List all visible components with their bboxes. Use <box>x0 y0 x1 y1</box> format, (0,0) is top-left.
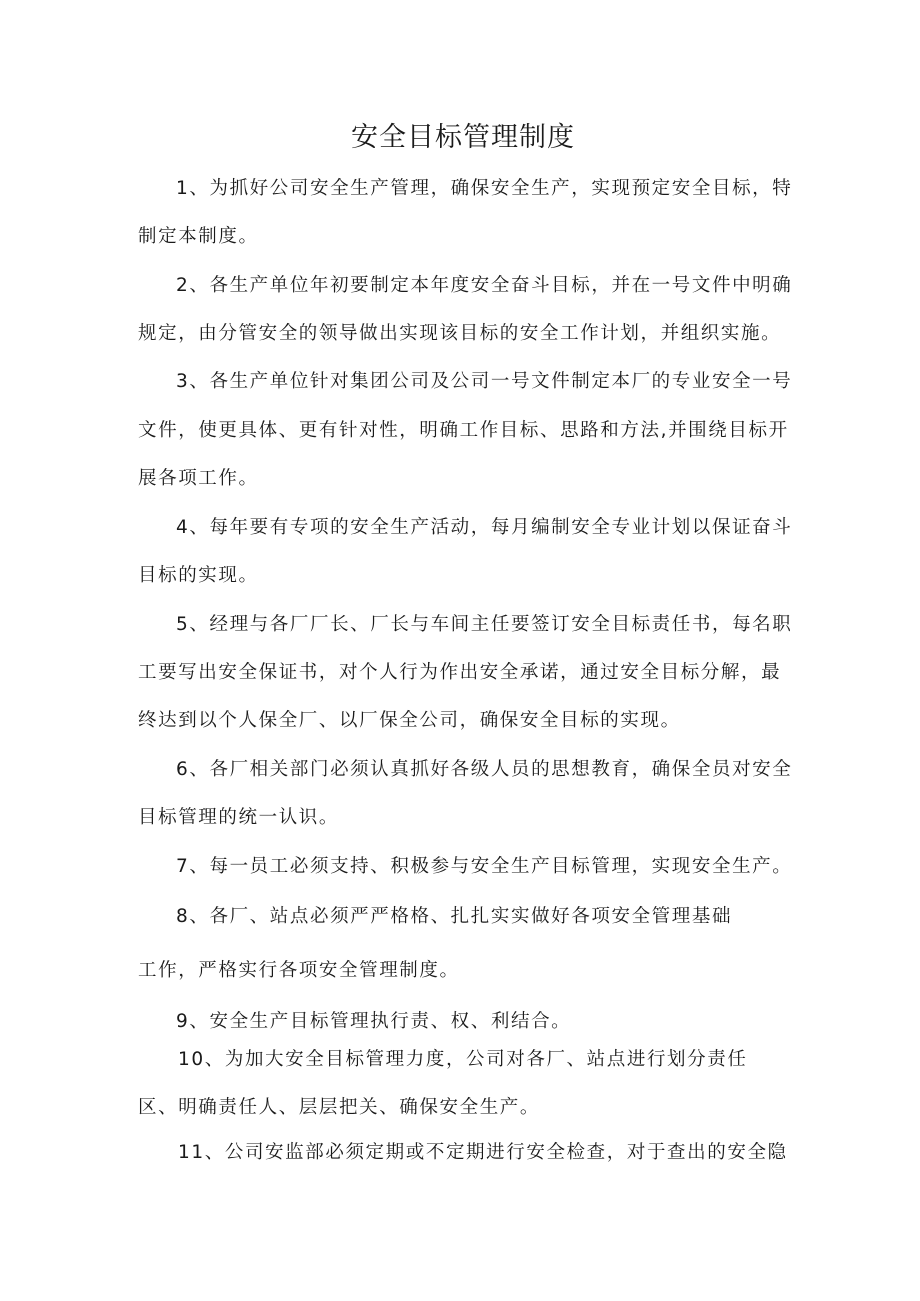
paragraph-5-line-3: 终达到以个人保全厂、以厂保全公司，确保安全目标的实现。 <box>138 710 681 731</box>
paragraph-2-line-1: 2、各生产单位年初要制定本年度安全奋斗目标，并在一号文件中明确 <box>176 275 793 296</box>
paragraph-4-line-2: 目标的实现。 <box>138 565 259 586</box>
paragraph-8-line-2: 工作，严格实行各项安全管理制度。 <box>138 960 460 981</box>
paragraph-1-line-1: 1、为抓好公司安全生产管理，确保安全生产，实现预定安全目标，特 <box>176 178 793 199</box>
paragraph-7-line-1: 7、每一员工必须支持、积极参与安全生产目标管理，实现安全生产。 <box>176 856 793 877</box>
paragraph-8-line-1: 8、各厂、站点必须严严格格、扎扎实实做好各项安全管理基础 <box>176 906 733 927</box>
paragraph-4-line-1: 4、每年要有专项的安全生产活动，每月编制安全专业计划以保证奋斗 <box>176 517 793 538</box>
paragraph-6-line-2: 目标管理的统一认识。 <box>138 807 340 828</box>
paragraph-6-line-1: 6、各厂相关部门必须认真抓好各级人员的思想教育，确保全员对安全 <box>176 759 793 780</box>
paragraph-5-line-1: 5、经理与各厂厂长、厂长与车间主任要签订安全目标责任书，每名职 <box>176 614 793 635</box>
paragraph-3-line-3: 展各项工作。 <box>138 468 259 489</box>
paragraph-2-line-2: 规定，由分管安全的领导做出实现该目标的安全工作计划，并组织实施。 <box>138 323 782 344</box>
paragraph-10-line-1: 10、为加大安全目标管理力度，公司对各厂、站点进行划分责任 <box>178 1049 748 1070</box>
paragraph-9-line-1: 9、安全生产目标管理执行责、权、利结合。 <box>176 1011 572 1032</box>
paragraph-5-line-2: 工要写出安全保证书，对个人行为作出安全承诺，通过安全目标分解，最 <box>138 662 782 683</box>
paragraph-11-line-1: 11、公司安监部必须定期或不定期进行安全检查，对于查出的安全隐 <box>178 1142 788 1163</box>
paragraph-3-line-1: 3、各生产单位针对集团公司及公司一号文件制定本厂的专业安全一号 <box>176 371 793 392</box>
paragraph-3-line-2: 文件，使更具体、更有针对性，明确工作目标、思路和方法,并围绕目标开 <box>138 420 789 441</box>
paragraph-1-line-2: 制定本制度。 <box>138 226 259 247</box>
document-title: 安全目标管理制度 <box>351 122 575 153</box>
paragraph-10-line-2: 区、明确责任人、层层把关、确保安全生产。 <box>138 1097 541 1118</box>
